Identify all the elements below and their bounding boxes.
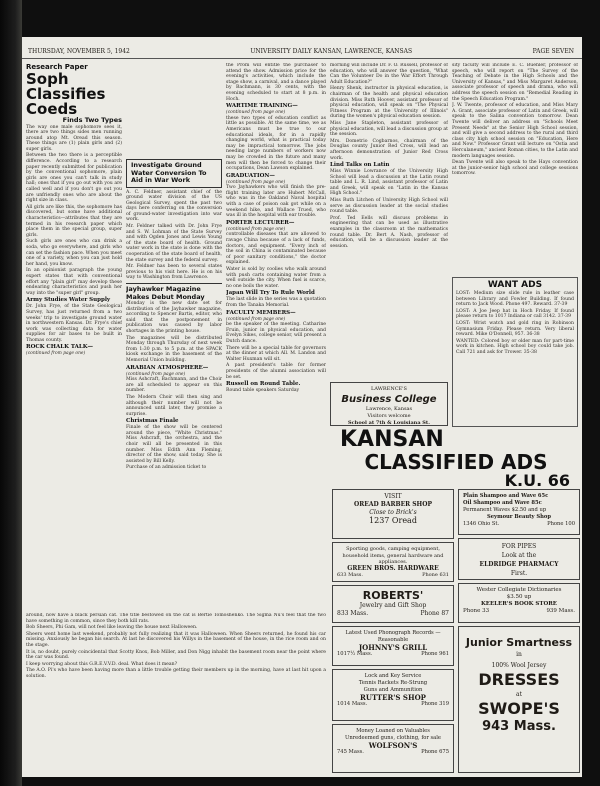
want-ad: LOST: A Joe Jeep hat in Hoch Friday. If found please return to 1017 Indiana or call 3142. 37-39 [456, 308, 574, 320]
headline-soph: Soph Classifies Coeds [26, 70, 106, 118]
ad-text: Close to Brick's [369, 509, 417, 516]
ad-swopes [458, 626, 580, 773]
section-heading: ARABIAN ATMOSPHERE— [126, 364, 209, 371]
ad-text: VISIT [384, 493, 402, 500]
kicker: Research Paper [26, 63, 88, 71]
ad-johnnys-grill [332, 626, 454, 666]
column-4 [330, 63, 448, 413]
article-paragraph: The Modern Choir will then sing and although their number will not be announced until later, they promise a surprise. [126, 394, 222, 417]
article-paragraph: controllable diseases that are allowed to ravage China because of a lack of funds, doctors, and equipment. "Every inch of the soil in China is contaminated because of poor sanitary conditions," the doctor explained. [226, 232, 326, 266]
headline-ground-water: Investigate Ground Water Conversion To Aid in War Work [131, 161, 207, 184]
classified-kansan: KANSAN [340, 427, 444, 452]
ad-text: 100% Wool Jersey [491, 662, 547, 669]
article-paragraph: Prof. Ted Eells will discuss problems in engineering that can be used as illustrative examples in the classroom at the mathematics round table. Dr. Bert A. Nash, professor of education, will be a discussion leader at the session. [330, 215, 448, 249]
article-paragraph: Mrs. Dometrio Cogbarnos, chairman of the Douglas county Junior Red Cross, will lead an afternoon demonstration of Junior Red Cross work. [330, 138, 448, 161]
article-paragraph: be the speaker of the meeting. Catharine Fruin, junior in physical education, and Evelyn Sikes, college senior, will present a Dutch dance. [226, 322, 326, 344]
ad-text: Guns and Ammunition [363, 687, 423, 693]
article-paragraph: around, now have a black persian cat. The title bestowed on the cat is Bertie Tomoshenko. The Sigma Nu's feel that the two have something in common, since they both kill rats. [26, 613, 326, 624]
ad-text: Sporting goods, camping equipment, household items, general hardware and appliances. [342, 546, 444, 565]
newspaper-page [22, 37, 582, 777]
subheading: Lind Talks on Latin [330, 162, 390, 169]
ad-text: $3.50 up [506, 594, 532, 600]
ad-text: Plain Shampoo and Wave 65c [463, 493, 549, 499]
ad-text: ELDRIDGE PHARMACY [479, 561, 559, 568]
header-date: THURSDAY, NOVEMBER 5, 1942 [28, 48, 130, 55]
article-paragraph: Dean Twente will also speak to the Hays convention at the junior-senior high school and college sessions tomorrow. [452, 160, 578, 177]
ad-text: Phone 87 [420, 610, 449, 617]
column-3 [226, 63, 326, 613]
ad-text: Lock and Key Service [364, 673, 422, 679]
ad-text: 1346 Ohio St. [463, 521, 500, 527]
column-5 [452, 63, 578, 275]
article-paragraph: the Prom will entitle the purchaser to attend the show. Admission price for the evening's activities, which include the stage show, a carnival, and a dance played by Bachmann, is 30 cents, with the evening scheduled to start at 8 p.m. in Hoch. [226, 63, 326, 102]
ad-text: Phone 33 [463, 608, 490, 614]
want-ad: LOST: Wrist watch and gold ring in Robinson Gymnasium Friday. Please return. Very liberal reward. Mike O'Donnell, 957. 36-38 [456, 320, 574, 338]
ad-seymour-beauty [458, 489, 580, 535]
section-heading: ROCK CHALK TALK— [26, 344, 94, 351]
section-heading: FACULTY MEMBERS— [226, 309, 296, 316]
ad-text: Latest Used Phonograph Records — Reasonable [345, 630, 441, 643]
binding-shadow [0, 0, 22, 786]
article-paragraph: these two types of education conflict as little as possible. At the same time, we as Americans must be true to our educational ideals, for in a rapidly changing world, what is practical today may be impractical tomorrow. The jobs needing large numbers of workers now may be crowded in the future and many men will then be forced to change their occupations, Dean Lawson explained. [226, 115, 326, 172]
ad-text: 1017½ Mass. [337, 651, 373, 657]
ad-text: DRESSES [478, 670, 560, 689]
continued-note: (continued from page one) [26, 351, 86, 357]
ad-text: 633 Mass. [337, 572, 363, 578]
article-paragraph: Sheers went home last weekend, probably not fully realizing that it was Halloween. When Sheers returned, he found his car missing. Anxiously he began his search. At last he discovered his Willys in the basement of the house, in the rice room and on the stage. [26, 631, 326, 648]
article-paragraph: A past president's table for former presidents of the alumni association will be set. [226, 363, 326, 380]
article-paragraph: Such girls are ones who can drink a soda, who go everywhere, and girls who can set the fashion pace. When you meet one of a variety, when you can just hold her hand, you know. [26, 239, 122, 267]
classified-title: CLASSIFIED ADS [364, 450, 548, 474]
ad-wolfsons [332, 724, 454, 773]
column-2 [126, 157, 222, 609]
ad-text: 833 Mass. [337, 610, 369, 617]
ad-text: Tennis Rackets Re-Strung [358, 680, 428, 686]
article-paragraph: In an opinionist paragraph the young expert states that with conventional effort any "plain girl" may develop these endearing characteristics and push her way into the "super girl" group. [26, 268, 122, 296]
ad-kicker: LAWRENCE'S [371, 386, 407, 392]
ad-text: SWOPE'S [478, 699, 560, 718]
ad-text: JOHNNY'S GRILL [358, 643, 428, 652]
ad-text: KEELER'S BOOK STORE [480, 601, 557, 607]
article-paragraph: Mr. Feldner talked with Dr. John Frye and S. W. Lohman of the State Survey and with Ogden Jones and Lewis Young of the state board of health. Ground water work in the state is done with the cooperation of the state board of health, the state survey and the federal survey. [126, 224, 222, 263]
ad-text: ROBERTS' [362, 589, 424, 602]
ad-text: OREAD BARBER SHOP [354, 501, 432, 508]
article-paragraph: There will be a special table for governors at the dinner at which All. M. Landon and Walter Huxman will sit. [226, 345, 326, 362]
article-paragraph: Miss Ashcraft, Bachmann, and the Choir are all scheduled to appear on this number. [126, 377, 222, 394]
ads-left-column [332, 489, 454, 773]
ad-text: GREEN BROS. HARDWARE [347, 564, 439, 572]
subheading: Christmas Finale [126, 418, 179, 425]
header-page: PAGE SEVEN [532, 48, 574, 55]
ad-text: Unredeemed guns, clothing, for sale [344, 735, 442, 741]
ad-text: First. [510, 570, 528, 577]
ad-eldridge-pharmacy [458, 538, 580, 580]
ad-city: Lawrence, Kansas [365, 406, 413, 412]
article-paragraph: sity faculty will include E. C. Buehler, professor of speech, who will report on "The Survey of the Teaching of Debate in the High Schools and the University of Kansas," and Miss Margaret Anderson, associate professor of speech and drama, who will address the speech session on "Remedial Reading in the Speech Education Program." [452, 63, 578, 102]
ad-oread-barber [332, 489, 454, 539]
headline-jayhawker: Jayhawker Magazine Makes Debut Monday [126, 285, 205, 301]
page-header [22, 47, 582, 59]
subheading: Russell on Round Table. [226, 381, 301, 388]
want-ad: LOST: Medium size slide rule in leather case between Library and Fowler Building. If found return to Jack Wood. Phone 497. Reward. 37-39 [456, 291, 574, 308]
article-paragraph: Monday is the new date set for distribution of the Jayhawker magazine, according to Spencer Bartis, editor, who said that the postponement in publication was caused by labor shortages in the printing house. [126, 301, 222, 334]
article-paragraph: Dr. John Frye, of the State Geological Survey, has just returned from a two weeks' trip to investigate ground water in northwestern Kansas. Dr. Frye's chief work was collecting data for water supplies for air bases to be built in Thomas county. [26, 304, 122, 343]
article-paragraph: morning will include Dr. F. O. Russell, professor of education, who will answer the question, "What Can the Volunteer Do in the War Effort Through Adult Education?" [330, 63, 448, 85]
ad-text: Junior Smartness [465, 636, 573, 649]
article-paragraph: Two Jayhawkers who will finish the pre-flight training later are Hubert McCall, who was in the Oakland Naval hospital with a case of poison oak got while on a weekend hike, and Wallace Trued, who was ill in the hospital with ear trouble. [226, 185, 326, 219]
article-paragraph: The magazines will be distributed Monday through Thursday of next week from 1:30 p.m. to 5 p.m. at the SPACK kiosk exchange in the basement of the Memorial Union building. [126, 335, 222, 363]
article-paragraph: Henry Shenk, instructor in physical education, is chairman of the health and physical education division. Miss Ruth Hoover, assistant professor of physical education, will speak on "The Physical Fitness Program at the University of Illinois" during the women's physical education session. [330, 86, 448, 120]
ad-roberts [332, 585, 454, 623]
ad-text: Seymour Beauty Shop [487, 514, 551, 520]
article-paragraph: The last slide in the series was a quotation from the Tanaka Memorial. [226, 297, 326, 308]
ad-text: Phone 961 [421, 651, 449, 657]
ad-text: Oil Shampoo and Wave 85c [463, 500, 542, 506]
ad-line: Visitors welcome [367, 413, 411, 419]
article-paragraph: Miss Jane Stapleton, assistant professor of physical education, will lead a discussion group at the session. [330, 120, 448, 138]
article-paragraph: Miss Winnie Lowrance of the University High School will lead a discussion at the Latin round table and L. R. Lind, assistant professor of Latin and Greek, will speak on "Latin in the Kansas High School." [330, 169, 448, 197]
article-paragraph: Mr. Feldner has been to several states previous to his visit here. He is on his way to Washington from Lawrence. [126, 264, 222, 281]
ground-water-box [126, 159, 222, 188]
ad-text: at [516, 691, 522, 698]
article-paragraph: A. C. Feldner, assistant chief of the ground water division of the US Geological Survey, spent the past two days here conferring on the conversion of ground-water investigation into war work. [126, 189, 222, 223]
article-paragraph: Round table speakers Saturday [226, 388, 300, 394]
ads-right-column [458, 489, 580, 773]
ad-text: Phone 319 [421, 701, 449, 707]
ad-keelers [458, 583, 580, 623]
article-paragraph: Finale of the show will be centered around the piece, "White Christmas." Miss Ashcraft, the orchestra, and the choir will all be presented in this number. Miss Edith Ann Fleming, director of the show, said today. She is assisted by Bill Kelly. [126, 425, 222, 464]
ad-rutters-shop [332, 669, 454, 721]
ad-text: WOLFSON'S [368, 741, 418, 750]
ad-text: 943 Mass. [482, 719, 556, 734]
want-ad: WANTED: Colored boy or older man for part-time work in kitchen. High school boy could take job. Call 721 and ask for Trower. 35-38 [456, 338, 574, 355]
article-paragraph: Between the two there is a perceptible difference. According to a research paper recently submitted for publication by the conventional sophomore, plain girls are ones you can't talk in study hall; ones that if you go out with you are called well and if you don't go out you are unfriendly ones who are about the right size in class. [26, 153, 122, 204]
continued-note: (continued from page one) [226, 316, 286, 322]
article-paragraph: All girls are like this, the sophomore has discovered, but some have additional characteristics—attributes that they are termed in his research paper which place them in the special group, super girls. [26, 204, 122, 238]
article-paragraph: Water is sold by coolies who walk around with push carts containing water from a well outside the city. When fuel is scarce, no one boils the water. [226, 267, 326, 289]
section-heading: Army Studies Water Supply [26, 297, 111, 304]
ad-text: 745 Mass. [337, 749, 364, 755]
article-paragraph: Miss Ruth Litchen of University High School will serve as discussion leader at the social studies round table. [330, 198, 448, 215]
continued-note: (continued from page one) [226, 110, 286, 116]
ad-text: Phone 631 [422, 572, 449, 578]
continued-note: (continued from page one) [226, 226, 286, 232]
article-paragraph: The way one male sophomore sees it, there are two things sides men running around atop Mt. Oread this season. These things are (1) plain girls and (2) super girls. [26, 124, 122, 152]
want-ads-title: WANT ADS [487, 280, 543, 290]
section-heading: WARTIME TRAINING— [226, 103, 298, 110]
article-paragraph: It is, no doubt, purely coincidental that Scotty Knox, Bob Miller, and Don Nigg inhabit the basement room near the point where the car was found. [26, 649, 326, 661]
ad-text: 1237 Oread [369, 516, 417, 525]
ad-name: Business College [341, 394, 437, 405]
ad-text: Wester Collegiate Dictionaries [476, 587, 562, 593]
ad-text: 1014 Mass. [337, 701, 368, 707]
section-heading: PORTER LECTURER— [226, 219, 295, 226]
want-ads [452, 277, 578, 427]
ad-green-bros [332, 542, 454, 582]
article-paragraph: I keep worrying about this G.R.E.V.V.D. deal. What does it mean? [26, 661, 178, 667]
article-paragraph: Bob Sheers, Phi Gam, will not feel like leaving the house next Halloween. [26, 625, 198, 631]
ad-text: in [516, 651, 522, 658]
ad-text: Money Loaned on Valuables [356, 728, 430, 734]
rock-chalk-block [26, 613, 326, 773]
ad-text: Jewelry and Gift Shop [359, 602, 427, 609]
ad-text: 939 Mass. [546, 608, 575, 614]
business-college-ad [330, 382, 448, 426]
ad-text: Permanent Waves $2.50 and up [463, 507, 547, 513]
article-paragraph: J. W. Twente, professor of education, and Miss Mary A. Grant, associate professor of Latin and Greek, will speak to the Salina convention tomorrow. Dean Twente will deliver an address on "Schools Meet Present Needs" at the Senior High School session, and will give a second address to the rural and third class city high school session on "Education, Here and Now." Professor Grant will lecture on "Ostia and Herculaneum," ancient Roman cities, to the Latin and modern languages session. [452, 103, 578, 159]
article-paragraph: The A.O. Pi's who have been having more than a little trouble getting their members up in the morning, have at last hit upon a solution. [26, 668, 326, 679]
ad-text: RUTTER'S SHOP [360, 693, 426, 702]
ad-line: School at 7th & Louisiana St. [348, 420, 430, 426]
subheading: Japan Will Try To Rule World [226, 290, 315, 297]
classified-phone: K.U. 66 [504, 471, 570, 490]
section-heading: GRADUATION— [226, 172, 275, 179]
ad-text: FOR PIPES [501, 543, 537, 550]
classified-banner [332, 429, 580, 489]
ad-text: Phone 675 [421, 749, 449, 755]
continued-note: (continued from page one) [126, 371, 186, 377]
subhead-soph: Finds Two Types [62, 116, 122, 124]
header-title: UNIVERSITY DAILY KANSAN, LAWRENCE, KANSAS [250, 48, 413, 55]
ad-text: Phone 100 [547, 521, 575, 527]
continued-note: (continued from page one) [226, 179, 286, 185]
article-paragraph: Purchase of an admission ticket to [126, 465, 207, 471]
ad-text: Look at the [501, 552, 537, 559]
